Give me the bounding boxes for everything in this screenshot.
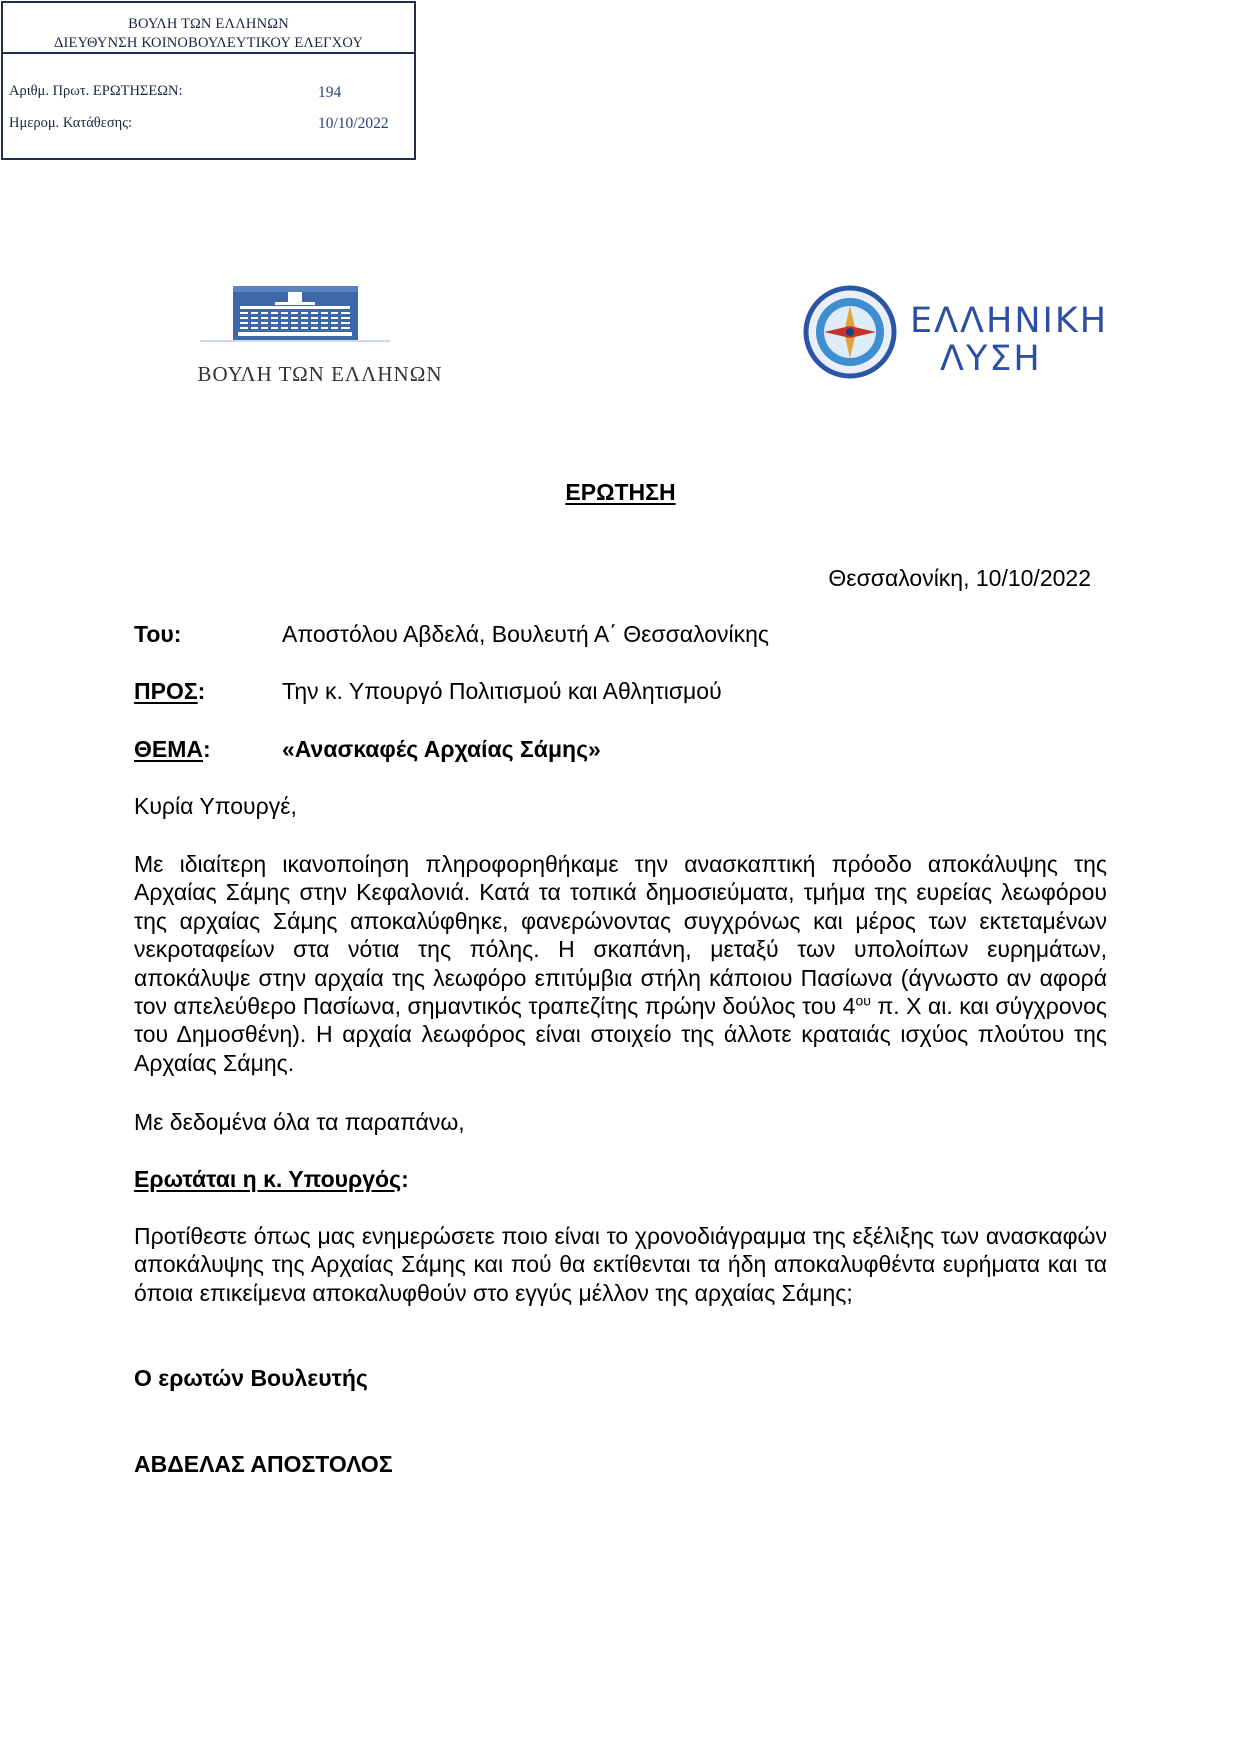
asked-heading bbox=[134, 1166, 409, 1193]
party-logo-line2: ΛΥΣΗ bbox=[940, 339, 1042, 379]
body-text-part1: Με ιδιαίτερη ικανοποίηση πληροφορηθήκαμε την ανασκαπτική πρόοδο αποκάλυψης της Αρχαίας Σάμης στην Κεφαλονιά. Κατά τα τοπικά δημοσιεύματα, τμήμα της ευρείας λεωφόρου της αρχαίας Σάμης αποκαλύφθηκε, φανερώνοντας συγχρόνως και μέρος των εκτεταμένων νεκροταφείων στα νότια της πόλης. Η σκαπάνη, μεταξύ των υπολοίπων ευρημάτων, αποκάλυψε στην αρχαία της λεωφόρο επιτύμβια στήλη κάποιου Πασίωνα (άγνωστο αν αφορά τον απελεύθερο Πασίωνα, σημαντικός τραπεζίτης πρώην δούλος του 4 bbox=[134, 851, 1107, 1020]
from-value: Αποστόλου Αβδελά, Βουλευτή Α΄ Θεσσαλονίκης bbox=[282, 621, 769, 647]
compass-emblem-icon bbox=[790, 270, 1120, 400]
protocol-number-label: Αριθμ. Πρωτ. ΕΡΩΤΗΣΕΩΝ: bbox=[9, 83, 183, 99]
place-date: Θεσσαλονίκη, 10/10/2022 bbox=[828, 565, 1091, 591]
from-label: Του: bbox=[134, 621, 182, 647]
parliament-logo bbox=[140, 268, 540, 398]
subject-label bbox=[134, 736, 211, 763]
document-title bbox=[0, 479, 1241, 506]
to-label bbox=[134, 678, 205, 705]
asked-colon: : bbox=[401, 1166, 409, 1192]
stamp-org-line2: ΔΙΕΥΘΥΝΣΗ ΚΟΙΝΟΒΟΥΛΕΥΤΙΚΟΥ ΕΛΕΓΧΟΥ bbox=[53, 35, 364, 51]
signoff: Ο ερωτών Βουλευτής bbox=[134, 1365, 368, 1391]
protocol-stamp bbox=[1, 1, 416, 160]
body-superscript: ου bbox=[855, 992, 871, 1009]
protocol-number-value: 194 bbox=[318, 84, 342, 101]
to-label-text: ΠΡΟΣ bbox=[134, 678, 198, 704]
signature-name: ΑΒΔΕΛΑΣ ΑΠΟΣΤΟΛΟΣ bbox=[134, 1451, 393, 1477]
asked-label: Ερωτάται η κ. Υπουργός bbox=[134, 1166, 402, 1192]
party-logo bbox=[790, 270, 1120, 400]
body-text-part2: π. Χ αι. και σύγχρονος του Δημοσθένη). Η αρχαία λεωφόρος είναι στοιχείο της άλλοτε κραταιάς ισχύος πλούτου της Αρχαίας Σάμης. bbox=[134, 993, 1107, 1076]
subject-label-colon: : bbox=[203, 736, 211, 762]
subject-value: «Ανασκαφές Αρχαίας Σάμης» bbox=[282, 736, 601, 762]
question-paragraph: Προτίθεστε όπως μας ενημερώσετε ποιο είναι το χρονοδιάγραμμα της εξέλιξης των ανασκαφών αποκάλυψης της Αρχαίας Σάμης και πού θα εκτίθενται τα ήδη αποκαλυφθέντα ευρήματα και τα όποια επικείμενα αποκαλυφθούν στο εγγύς μέλλον της αρχαίας Σάμης; bbox=[134, 1223, 1107, 1306]
parliament-logo-text: ΒΟΥΛΗ ΤΩΝ ΕΛΛΗΝΩΝ bbox=[197, 362, 443, 386]
stamp-header bbox=[3, 3, 414, 54]
stamp-org-line1: ΒΟΥΛΗ ΤΩΝ ΕΛΛΗΝΩΝ bbox=[128, 16, 289, 32]
filing-date-value: 10/10/2022 bbox=[318, 115, 389, 132]
filing-date-label: Ημερομ. Κατάθεσης: bbox=[9, 115, 133, 131]
body-paragraph bbox=[134, 850, 1107, 1077]
to-label-colon: : bbox=[197, 678, 206, 704]
document-title-text: ΕΡΩΤΗΣΗ bbox=[565, 479, 676, 505]
subject-label-text: ΘΕΜΑ bbox=[134, 736, 203, 762]
parliament-building-icon bbox=[140, 268, 540, 398]
party-logo-line1: ΕΛΛΗΝΙΚΗ bbox=[910, 301, 1109, 341]
given-line: Με δεδομένα όλα τα παραπάνω, bbox=[134, 1109, 465, 1135]
salutation: Κυρία Υπουργέ, bbox=[134, 793, 297, 819]
to-value: Την κ. Υπουργό Πολιτισμού και Αθλητισμού bbox=[282, 678, 722, 704]
